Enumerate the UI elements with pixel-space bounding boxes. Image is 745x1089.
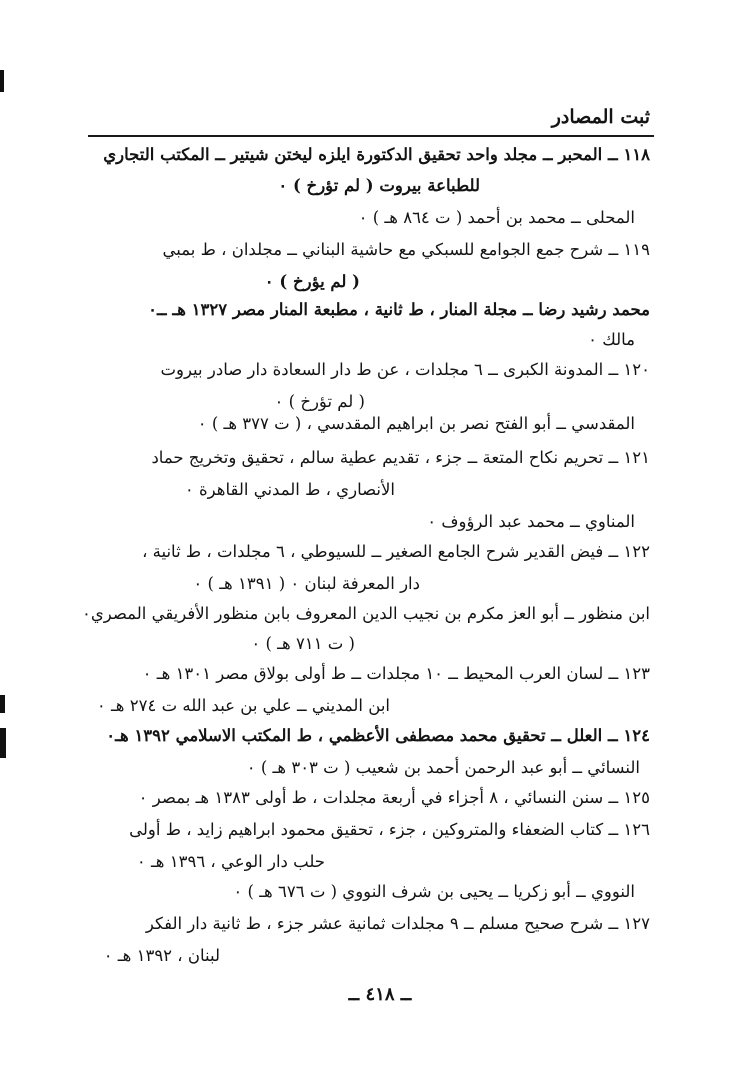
entry-122-line-2: دار المعرفة لبنان ٠ ( ١٣٩١ هـ ) ٠ bbox=[193, 574, 420, 593]
author-ibn-manzur-date: ( ت ٧١١ هـ ) ٠ bbox=[251, 634, 355, 653]
entry-127-line-1: ١٢٧ ــ شرح صحيح مسلم ــ ٩ مجلدات ثمانية عشر جزء ، ط ثانية دار الفكر bbox=[145, 914, 650, 933]
header-rule bbox=[88, 135, 654, 137]
entry-124: ١٢٤ ــ العلل ــ تحقيق محمد مصطفى الأعظمي ، ط المكتب الاسلامي ١٣٩٢ هـ٠ bbox=[106, 726, 650, 745]
scan-margin-mark bbox=[0, 728, 6, 758]
page-number: ــ ٤١٨ ــ bbox=[348, 984, 412, 1005]
author-maqdisi: المقدسي ــ أبو الفتح نصر بن ابراهيم المقدسي ، ( ت ٣٧٧ هـ ) ٠ bbox=[197, 414, 635, 433]
entry-122-line-1: ١٢٢ ــ فيض القدير شرح الجامع الصغير ــ للسيوطي ، ٦ مجلدات ، ط ثانية ، bbox=[142, 542, 650, 561]
scan-margin-mark bbox=[0, 695, 5, 713]
entry-121-line-1: ١٢١ ــ تحريم نكاح المتعة ــ جزء ، تقديم عطية سالم ، تحقيق وتخريج حماد bbox=[151, 448, 650, 467]
entry-118-line-2: للطباعة بيروت ( لم تؤرخ ) ٠ bbox=[278, 176, 480, 195]
page-title: ثبت المصادر bbox=[551, 106, 650, 128]
entry-120-line-2: ( لم تؤرخ ) ٠ bbox=[274, 392, 365, 411]
author-nawawi: النووي ــ أبو زكريا ــ يحيى بن شرف النووي ( ت ٦٧٦ هـ ) ٠ bbox=[233, 882, 635, 901]
author-ibn-madini: ابن المديني ــ علي بن عبد الله ت ٢٧٤ هـ ٠ bbox=[96, 696, 390, 715]
author-ibn-manzur: ابن منظور ــ أبو العز مكرم بن نجيب الدين المعروف بابن منظور الأفريقي المصري٠ bbox=[81, 604, 650, 623]
entry-126-line-1: ١٢٦ ــ كتاب الضعفاء والمتروكين ، جزء ، تحقيق محمود ابراهيم زايد ، ط أولى bbox=[129, 820, 650, 839]
author-mahalli: المحلى ــ محمد بن أحمد ( ت ٨٦٤ هـ ) ٠ bbox=[358, 208, 635, 227]
author-rashid-rida: محمد رشيد رضا ــ مجلة المنار ، ط ثانية ، مطبعة المنار مصر ١٣٢٧ هـ ــ٠ bbox=[148, 300, 650, 319]
entry-126-line-2: حلب دار الوعي ، ١٣٩٦ هـ ٠ bbox=[136, 852, 325, 871]
author-munawi: المناوي ــ محمد عبد الرؤوف ٠ bbox=[427, 512, 635, 531]
entry-123: ١٢٣ ــ لسان العرب المحيط ــ ١٠ مجلدات ــ ط أولى بولاق مصر ١٣٠١ هـ ٠ bbox=[142, 664, 650, 683]
entry-127-line-2: لبنان ، ١٣٩٢ هـ ٠ bbox=[103, 946, 220, 965]
author-nasai: النسائي ــ أبو عبد الرحمن أحمد بن شعيب ( ت ٣٠٣ هـ ) ٠ bbox=[246, 758, 640, 777]
entry-125: ١٢٥ ــ سنن النسائي ، ٨ أجزاء في أربعة مجلدات ، ط أولى ١٣٨٣ هـ بمصر ٠ bbox=[138, 788, 650, 807]
entry-121-line-2: الأنصاري ، ط المدني القاهرة ٠ bbox=[184, 480, 395, 499]
author-malik: مالك ٠ bbox=[588, 330, 635, 349]
entry-118-line-1: ١١٨ ــ المحبر ــ مجلد واحد تحقيق الدكتورة ايلزه ليختن شيتير ــ المكتب التجاري bbox=[103, 145, 650, 164]
entry-119-line-1: ١١٩ ــ شرح جمع الجوامع للسبكي مع حاشية البناني ــ مجلدان ، ط بمبي bbox=[162, 240, 650, 259]
entry-120-line-1: ١٢٠ ــ المدونة الكبرى ــ ٦ مجلدات ، عن ط دار السعادة دار صادر بيروت bbox=[160, 360, 650, 379]
entry-119-line-2: ( لم يؤرخ ) ٠ bbox=[264, 272, 360, 291]
scan-margin-mark bbox=[0, 70, 4, 92]
